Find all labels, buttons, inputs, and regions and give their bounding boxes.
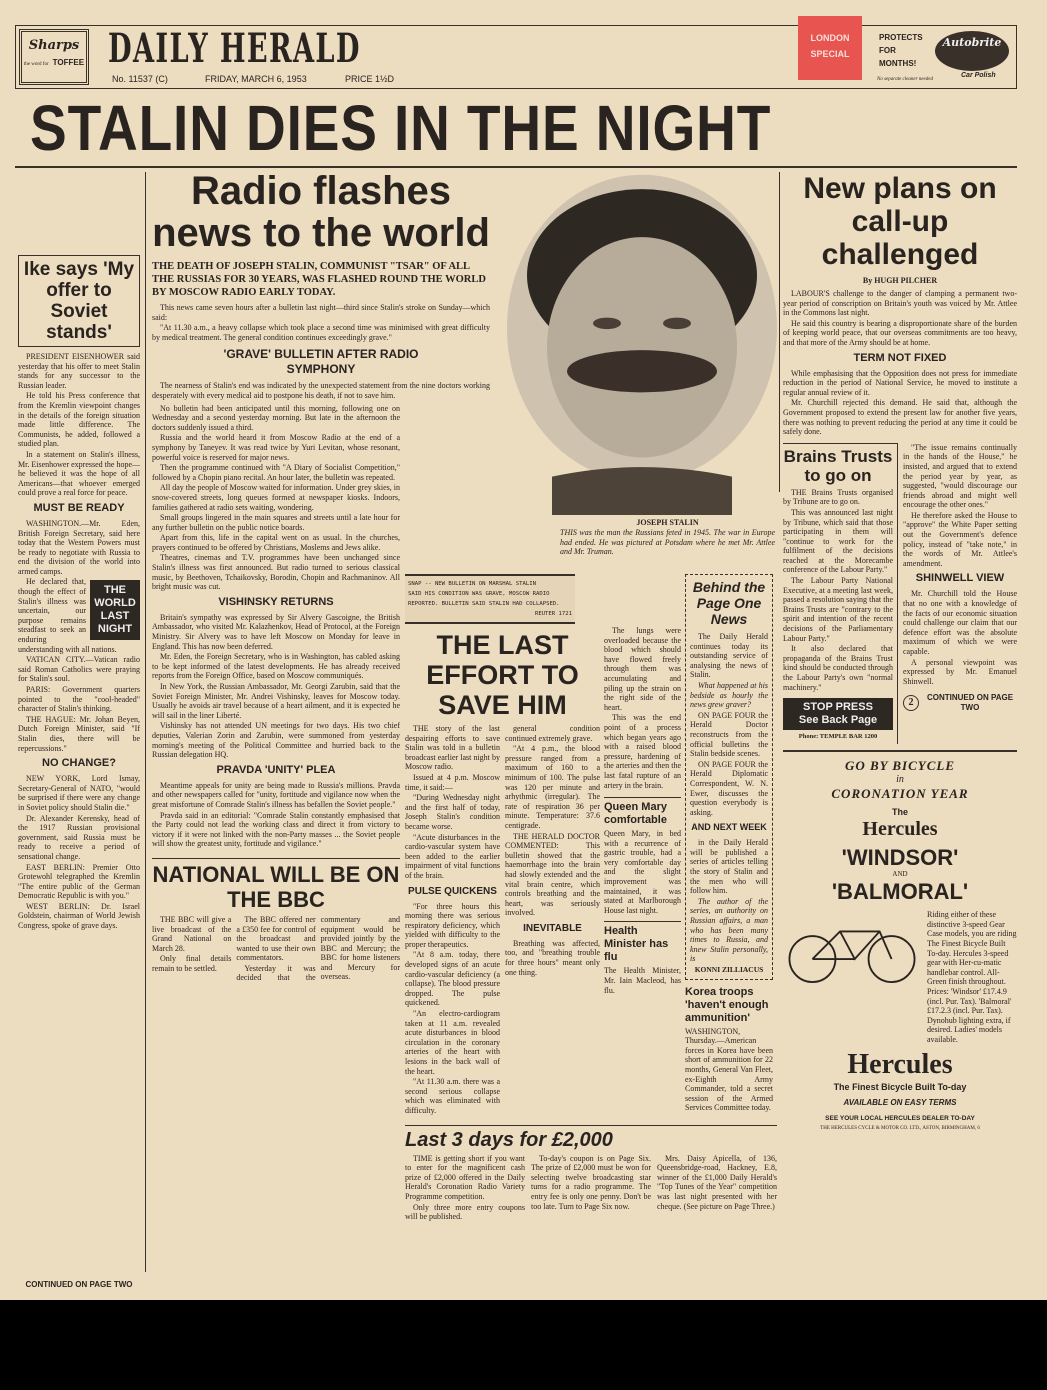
lead-body-1: The nearness of Stalin's end was indicated by the unexpected statement from the nine doctors working desperately with every medical aid to postpone his death, if not to save him. — [152, 381, 490, 400]
column-rule — [779, 172, 780, 492]
callup-body-bottom: "The issue remains continually in the hands of the House," he insisted, and argued that to extend the period year by year, as suggested, "would discourage our friends abroad and might well encourage the other ones." He therefore asked the House to "approve" the White Paper setting out the Government's defence policy, instead of "take note," in the words of Mr. Attlee's amendment. SHINWELL VIEW Mr. Churchill told the House that no one with a knowledge of the facts of our economic situation could challenge our claim that our defence effort was the absolute maximum of which we were capable. A personal viewpoint was expressed by Mr. Emanuel Shinwell. — [903, 442, 1017, 686]
brains-trusts-box: Brains Trusts to go on THE Brains Trusts organised by Tribune are to go on. This was announced last night by Tribune, which said that those participating in them will "continue to work for the fulfilment of the decisions reached at the Morecambe conference of the Labour Party." The Labour Party National Executive, at a meeting last week, passed a resolution saying that the Brains Trusts are "contrary to the spirit and intention of the recent decisions of the Parliamentary Labour Party." It also declared that propaganda of the Brains Trust kind should be conducted through the Labour Party's own "normal machinery." STOP PRESS See Back Page Phone: TEMPLE BAR 1200 — [783, 443, 898, 744]
issue-date: FRIDAY, MARCH 6, 1953 — [205, 74, 307, 84]
world-last-night-box: THE WORLD LAST NIGHT — [90, 580, 140, 640]
price: PRICE 1½D — [345, 74, 395, 84]
ike-body: PRESIDENT EISENHOWER said yesterday that his offer to meet Stalin stands for any successor to the Russian leader. He told his Press conference that from the Kremlin viewpoint changes in the details of the foreign situation made little difference. The Communists, he added, followed a studied plan. In a statement on Stalin's illness, Mr. Eisenhower expressed the hope—he believed it was the hope of all Americans—that whoever emerged could prove a real force for peace. MUST BE READY WASHINGTON.—Mr. Eden, British Foreign Secretary, said here today that the Western Powers must be ready to negotiate with Russia to end the division of the world into armed camps. THE WORLD LAST NIGHT He declared that, though the effect of Stalin's illness was uncertain, our purpose remains steadfast to seek an enduring understanding with all nations. VATICAN CITY.—Vatican radio said Roman Catholics were praying for Stalin's soul. PARIS: Government quarters pointed to the "cool-headed" character of Stalin's thinking. THE HAGUE: Mr. Johan Beyen, Dutch Foreign Minister, said "If Stalin dies, there will be repercussions." NO CHANGE? NEW YORK, Lord Ismay, Secretary-General of NATO, "would be surprised if there were any change in Soviet policy should Stalin die." Dr. Alexander Kerensky, head of the 1917 Russian provisional government, said Russia must be ready to receive a period of sensational change. EAST BERLIN: Premier Otto Grotewohl telegraphed the Kremlin "The entire public of the German Democratic Republic is with you." WEST BERLIN: Dr. Israel Goldstein, chairman of World Jewish Congress, spoke of grave days. — [18, 352, 140, 931]
divider — [15, 166, 1017, 168]
portrait-caption-name: JOSEPH STALIN — [636, 518, 699, 527]
bicycle-illustration — [783, 910, 921, 986]
masthead-title: DAILY HERALD — [108, 25, 361, 72]
callup-body-top: LABOUR'S challenge to the danger of clamping a permanent two-year period of conscription on Britain's youth was voiced by Mr. Attlee in the Commons last night. He said this country is bearing a disproportionate share of the burden of keeping world peace, that our overseas commitments are too heavy, and that more of the Army should be at home. TERM NOT FIXED While emphasising that the Opposition does not press for immediate reduction in the period of National Service, he moved to institute a regular annual review of it. Mr. Churchill rejected this demand. He said that, although the Government proposed to extend the present law for another five years, there was nothing to prevent reducing the period at any time it could be safely done. — [783, 289, 1017, 437]
queen-mary-story: Queen Mary comfortable Queen Mary, in bed with a recurrence of gastric trouble, had a very comfortable day and the slight improvement was maintained, it was stated at Marlborough House last night. — [604, 797, 681, 915]
behind-news-box: Behind the Page One News The Daily Herald continues today its outstanding service of analysing the news of Stalin. What happened at his bedside as hourly the news grew graver? ON PAGE FOUR the Herald Doctor reconstructs from the official bulletins the Stalin bedside scenes. ON PAGE FOUR the Herald Diplomatic Correspondent, W. N. Ewer, discusses the question everybody is asking. AND NEXT WEEK in the Daily Herald will be published a series of articles telling the story of Stalin and the men who will follow him. The author of the series, an authority on Russian affairs, a man who has been many times to Russia, and knew Stalin personally, is KONNI ZILLIACUS — [685, 574, 773, 980]
ike-headline: Ike says 'My offer to Soviet stands' — [18, 255, 140, 347]
ike-column — [18, 255, 140, 1290]
center-third-column — [604, 626, 681, 995]
column-rule — [145, 172, 146, 1272]
bicycle-ad-body: Riding either of these distinctive 3-speed Gear Case models, you are riding The Finest Bicycle Built To-day. Hercules 3-speed gear with Her-cu-matic handlebar control. All-Green finish throughout. Prices: 'Windsor' £17.4.9 (incl. Pur. Tax). 'Balmoral' £17.2.3 (incl. Pur. Tax). Dynohub lighting extra, if desired. Ladies' models available. — [927, 910, 1017, 1044]
stop-press-button[interactable]: STOP PRESS See Back Page — [783, 698, 893, 730]
divider — [783, 750, 1017, 752]
bbc-story — [152, 858, 400, 983]
ike-continued: CONTINUED ON PAGE TWO — [25, 1280, 133, 1289]
bbc-headline: NATIONAL WILL BE ON THE BBC — [152, 861, 400, 912]
callup-headline: New plans on call-up challenged — [803, 172, 997, 271]
teleprinter-snap: SNAP -- NEW BULLETIN ON MARSHAL STALIN SAID HIS CONDITION WAS GRAVE, MOSCOW RADIO REPORTED. BULLETIN SAID STALIN HAD COLLAPSED. REUTER 1721 — [405, 574, 575, 624]
lead-headline: Radio flashes news to the world — [152, 169, 490, 255]
callup-continued: 2 CONTINUED ON PAGE TWO — [903, 693, 1017, 713]
portrait-caption-block — [560, 518, 775, 557]
autobrite-ad: PROTECTS FOR MONTHS! Autobrite Car Polish No separate cleaner needed — [873, 27, 1016, 87]
london-special-badge: LONDON SPECIAL — [798, 16, 862, 80]
lead-body-2: No bulletin had been anticipated until this morning, following one on Wednesday and a second yesterday morning. But late in the afternoon the doctors suddenly issued a third. Russia and the world heard it from Moscow Radio at the end of a symphony by Taneyev. It was read twice by Yuri Levitan, whose resonant, powerful voice is reserved for major news. Then the programme continued with "A Diary of Socialist Competition," followed by a Chopin piano recital. An hour later, the bulletin was repeated. All day the people of Moscow waited for information. Under grey skies, in snow-covered streets, long queues formed at newspaper kiosks. Indoors, families gathered at radio sets waiting, wondering. Small groups lingered in the main squares and streets until a late hour for any further bulletin on the public notice boards. Apart from this, life in the capital went on as usual. In the churches, prayers continued to be offered by Christians, Moslems and Jews alike. Theatres, cinemas and T.V. programmes have been unchanged since Stalin's illness was first announced. But radio turned to serious classical music, by Beethoven, Tchaikovsky, Borodin, Chopin and Rachmaninov. All bright music was cut. VISHINSKY RETURNS Britain's sympathy was expressed by Sir Alvery Gascoigne, the British Ambassador, who visited Mr. Kalazhenkov, Head of Protocol, at the Foreign Ministry. Sir Alvery was to have left Moscow on Monday for leave in England. This has now been deferred. Mr. Eden, the Foreign Secretary, who is in Washington, has cabled asking to be kept informed of the latest developments. He has already received reports from the Foreign Office, based on Moscow communiqués. In New York, the Russian Ambassador, Mr. Georgi Zarubin, said that the Soviet Foreign Minister, Mr. Andrei Vishinsky, leaves for Moscow today. Usually he avoids air travel because of a heart ailment, and it is expected he will sail in the liner Liberté. Vishinsky has not attended UN meetings for two days. His two chief deputies, Valerian Zorin and Zarubin, were summoned from yesterday morning's meeting of the Political Committee and hurried back to the Russian delegation HQ. PRAVDA 'UNITY' PLEA Meantime appeals for unity are being made to Russia's millions. Pravda and other newspapers called for "unity, fortitude and vigilance now when the great misfortune of Comrade Stalin's illness has befallen the Soviet people." Pravda said in an editorial: "Comrade Stalin constantly emphasised that the Party could not lead the working class and direct it from victory to victory if it were not linked with the non-Party masses ... the Soviet people will show the greatest unity, fortitude and vigilance." — [152, 403, 400, 849]
page-two-icon: 2 — [903, 695, 919, 711]
last-effort-col2: general condition continued extremely grave. "At 4 p.m., the blood pressure ranged from a maximum of 160 to a minimum of 100. The pulse was 120 per minute and arhythmic (irregular). The rate of respiration 36 per minute. Temperature: 37.6 centigrade. THE HERALD DOCTOR COMMENTED: This bulletin showed that the haemorrhage into the brain had slowly extended and the vital brain centre, which controls breathing and the heart, was seriously involved. INEVITABLE Breathing was affected, too, and "breathing trouble for three hours" meant only one thing. — [505, 724, 600, 977]
health-minister-story: Health Minister has flu The Health Minister, Mr. Iain Macleod, has flu. — [604, 921, 681, 995]
portrait-caption: THIS was the man the Russians feted in 1945. The war in Europe had ended. He was pictured at Potsdam where he met Mr. Attlee and Mr. Truman. — [560, 528, 775, 557]
callup-byline: By HUGH PILCHER — [862, 276, 938, 285]
lead-body-top: This news came seven hours after a bulletin last night—third since Stalin's stroke on Sunday—which said: "At 11.30 a.m., a heavy collapse which took place a second time was minimised with great difficulty by medical treatment. The general condition continues exceedingly grave." — [152, 303, 490, 342]
last-effort-headline: THE LAST EFFORT TO SAVE HIM — [426, 630, 579, 720]
right-column — [783, 172, 1017, 1132]
center-area — [405, 574, 777, 1222]
hercules-bicycle-ad: GO BY BICYCLE in CORONATION YEAR The Hercules 'WINDSOR' AND 'BALMORAL' Riding either of these distinctive 3-speed Gear Case models, you are riding The Finest Bicycle Built To-day. Hercules 3-speed gear with Her-cu-matic handlebar control. All-Green finish throughout. Prices: 'Windsor' £17.4.9 (incl. Pur. Tax). 'Balmoral' £17.2.3 (incl. Pur. Tax). Dynohub lighting extra, if desired. Ladies' models available. Hercules The Finest Bicycle Built To-day AVAILABLE ON EASY TERMS SEE YOUR LOCAL HERCULES DEALER TO-DAY THE HERCULES CYCLE & MOTOR CO. LTD., ASTON, BIRMINGHAM, 6 — [783, 758, 1017, 1131]
last-effort-story — [405, 574, 600, 1117]
stop-press-phone: Phone: TEMPLE BAR 1200 — [798, 733, 878, 741]
bbc-body: THE BBC will give a live broadcast of the Grand National on March 28. Only final details remain to be settled. The BBC offered ner a £350 fee for control of the broadcast and wanted to use their own commentators. Yesterday it was decided that the commentary and equipment would be provided jointly by the BBC and Mercury; the BBC for home listeners and Mercury for overseas. — [152, 914, 400, 983]
lead-subhead-grave: 'GRAVE' BULLETIN AFTER RADIO SYMPHONY — [223, 347, 419, 377]
lead-intro: THE DEATH OF JOSEPH STALIN, COMMUNIST "TSAR" OF ALL THE RUSSIAS FOR 30 YEARS, WAS FLASHED ROUND THE WORLD BY MOSCOW RADIO EARLY TODAY. — [152, 261, 486, 298]
last-effort-col3: The lungs were overloaded because the blood which should have flowed freely through them was accumulating and piling up the strain on the right side of the heart. This was the end point of a process which began years ago with a raised blood pressure, hardening of the arteries and then the last fatal rupture of an artery in the brain. — [604, 626, 681, 790]
center-right-column — [685, 574, 773, 1113]
callup-continuation — [903, 443, 1017, 714]
contest-story: Last 3 days for £2,000 TIME is getting short if you want to enter for the magnificent cash prize of £2,000 offered in the Daily Herald's Coronation Radio Variety Programme competition. Only three more entry coupons will be published. To-day's coupon is on Page Six. The prize of £2,000 must be won for selecting twelve broadcasting star turns for a radio programme. The entry fee is only one penny. Don't be too late. Turn to Page Six now. Mrs. Daisy Apicella, of 136, Queensbridge-road, Hackney, E.8, winner of the £1,000 Daily Herald's "Top Tunes of the Year" competition was last night presented with her cheque. (See picture on Page Three.) — [405, 1125, 777, 1222]
last-effort-col1: THE story of the last despairing efforts to save Stalin was told in a bulletin broadcast earlier last night by Moscow radio. Issued at 4 p.m. Moscow time, it said:— "During Wednesday night and the first half of today, Joseph Stalin's condition became worse. "Acute disturbances in the cardio-vascular system have been added to the earlier impairment of vital functions of the brain. PULSE QUICKENS "For three hours this morning there was serious respiratory deficiency, which yielded with difficulty to the proper therapeutics. "At 8 a.m. today, there developed signs of an acute cardio-vascular deficiency (a collapse). The blood pressure dropped. The pulse quickened. "An electro-cardiogram taken at 11 a.m. revealed acute disturbances in blood circulation in the coronary arteries of the heart with lesions in the back wall of the heart. "At 11.30 a.m. there was a second serious collapse which was eliminated with difficulty. — [405, 724, 500, 1115]
sharps-toffee-ad: Sharps the word for TOFFEE — [19, 29, 89, 85]
stalin-portrait — [492, 170, 777, 515]
issue-number: No. 11537 (C) — [112, 74, 168, 84]
korea-story: Korea troops 'haven't enough ammunition' WASHINGTON, Thursday.—American forces in Korea have been short of ammunition for 22 months, General Van Fleet, ex-Eighth Army Commander, told a secret session of the Armed Services Committee today. — [685, 985, 773, 1113]
main-headline: STALIN DIES IN THE NIGHT — [30, 92, 772, 164]
